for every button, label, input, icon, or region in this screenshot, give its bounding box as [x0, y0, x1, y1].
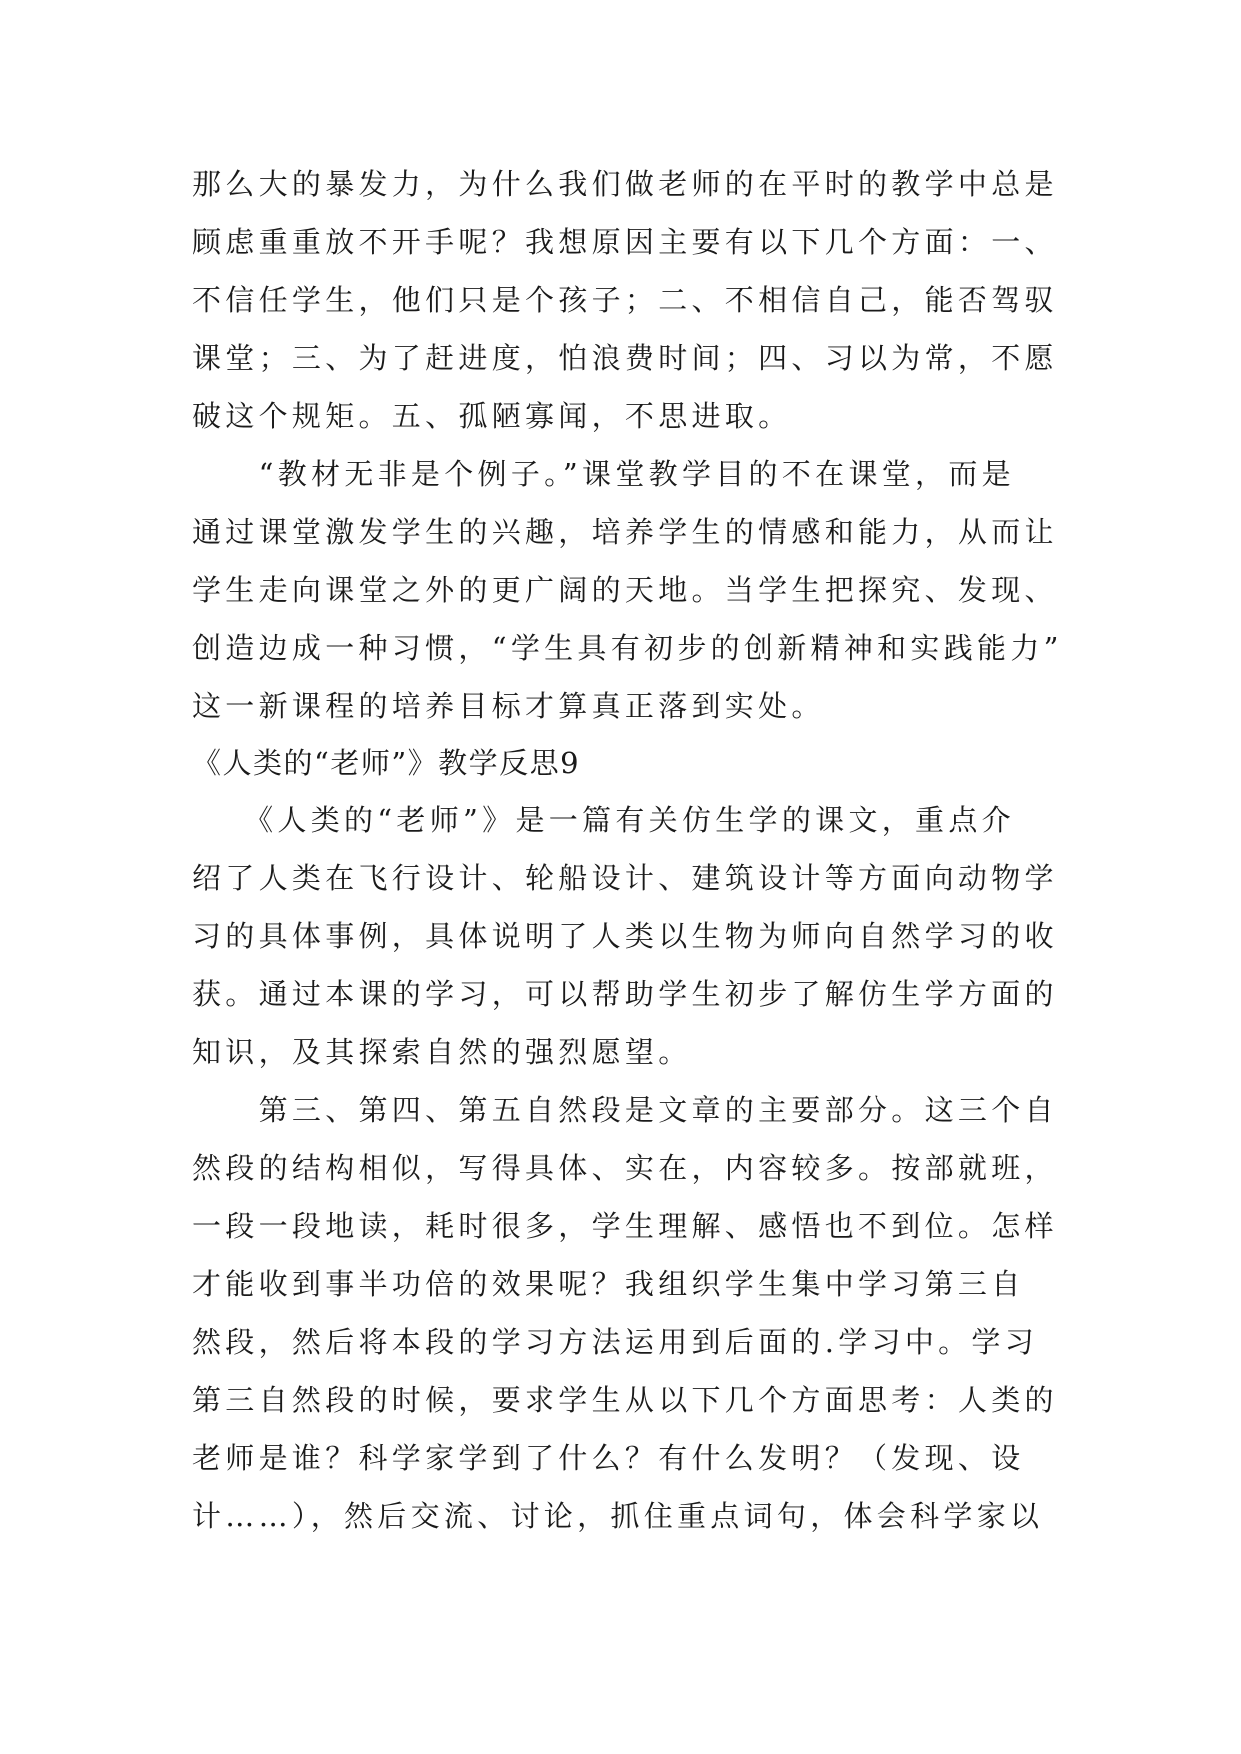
text-line: 习的具体事例，具体说明了人类以生物为师向自然学习的收: [192, 919, 1058, 953]
text-line: 然段，然后将本段的学习方法运用到后面的.学习中。学习: [192, 1325, 1039, 1359]
text-line: 创造边成一种习惯，“学生具有初步的创新精神和实践能力”: [192, 631, 1063, 665]
text-line: “教材无非是个例子。”课堂教学目的不在课堂，而是: [192, 457, 1015, 491]
section-title: 《人类的“老师”》教学反思9: [192, 746, 581, 780]
text-line: 计……），然后交流、讨论，抓住重点词句，体会科学家以: [192, 1499, 1044, 1533]
text-line: 第三自然段的时候，要求学生从以下几个方面思考：人类的: [192, 1383, 1058, 1417]
text-line: 第三、第四、第五自然段是文章的主要部分。这三个自: [192, 1093, 1058, 1127]
text-line: 获。通过本课的学习，可以帮助学生初步了解仿生学方面的: [192, 977, 1058, 1011]
document-body: [192, 155, 1063, 1545]
text-line: 一段一段地读，耗时很多，学生理解、感悟也不到位。怎样: [192, 1209, 1058, 1243]
text-line: 老师是谁？科学家学到了什么？有什么发明？（发现、设: [192, 1441, 1025, 1475]
text-line: 顾虑重重放不开手呢？我想原因主要有以下几个方面：一、: [192, 225, 1058, 259]
text-line: 学生走向课堂之外的更广阔的天地。当学生把探究、发现、: [192, 573, 1058, 607]
text-line: 通过课堂激发学生的兴趣，培养学生的情感和能力，从而让: [192, 515, 1058, 549]
text-line: 绍了人类在飞行设计、轮船设计、建筑设计等方面向动物学: [192, 861, 1058, 895]
text-line: 破这个规矩。五、孤陋寡闻，不思进取。: [192, 399, 792, 433]
text-line: 知识，及其探索自然的强烈愿望。: [192, 1035, 692, 1069]
text-line: 课堂；三、为了赶进度，怕浪费时间；四、习以为常，不愿: [192, 341, 1058, 375]
text-line: 《人类的“老师”》是一篇有关仿生学的课文，重点介: [192, 803, 1015, 837]
text-line: 这一新课程的培养目标才算真正落到实处。: [192, 689, 825, 723]
text-line: 才能收到事半功倍的效果呢？我组织学生集中学习第三自: [192, 1267, 1025, 1301]
text-line: 然段的结构相似，写得具体、实在，内容较多。按部就班，: [192, 1151, 1058, 1185]
text-line: 不信任学生，他们只是个孩子；二、不相信自己，能否驾驭: [192, 283, 1058, 317]
text-line: 那么大的暴发力，为什么我们做老师的在平时的教学中总是: [192, 167, 1058, 201]
